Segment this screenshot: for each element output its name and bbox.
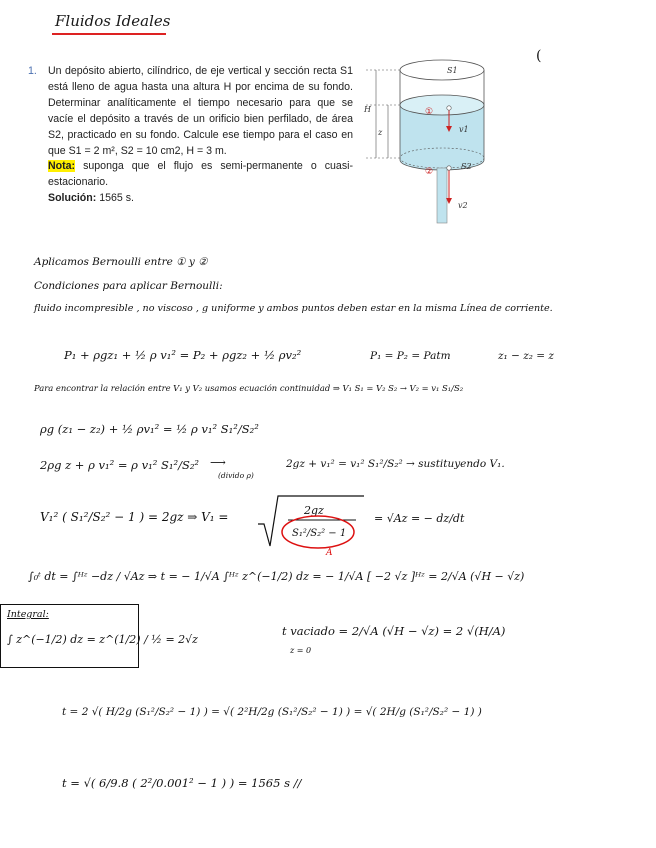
label-v1: v1 [459,125,469,134]
fraction-numerator: 2gz [304,504,324,517]
solution-label: Solución: [48,192,97,205]
label-h: H [364,105,371,114]
point-2-mark: ② [425,167,434,177]
problem-number: 1. [28,65,37,77]
pressure-condition: P₁ = P₂ = Patm [370,350,451,362]
integral-label: Integral: [7,609,49,620]
page-title: Fluidos Ideales [55,12,171,30]
tank-diagram [362,50,492,225]
label-s1: S1 [447,66,458,75]
note-line-1: Aplicamos Bernoulli entre ① y ② [34,256,208,268]
final-result: t = √( 6/9.8 ( 2²/0.001² − 1 ) ) = 1565 s // [62,776,302,790]
integral-box [0,604,198,668]
problem-text: Un depósito abierto, cilíndrico, de eje vertical y sección recta S1 está lleno de agua hasta una altura H por encima de su fondo. Determinar analíticamente el tiempo necesario para que se vacíe el depósito a través de un orificio bien perfilado, de área S2, practicado en su fondo. Calcule ese tiempo para el caso en que S1 = 2 m², S2 = 10 cm2, H = 3 m. [48,65,353,157]
equation-7: t = 2 √( H/2g (S₁²/S₂² − 1) ) = √( 2²H/2g (S₁²/S₂² − 1) ) = √( 2H/g (S₁²/S₂² − 1) ) [62,706,482,718]
title-underline [52,33,166,35]
note-line-2: Condiciones para aplicar Bernoulli: [34,280,223,292]
integral-equation: ∫ z^(−1/2) dz = z^(1/2) / ½ = 2√z [7,633,198,646]
nota-label: Nota: [48,160,76,173]
nota-text: suponga que el flujo es semi-permanente o cuasi-estacionario. [48,160,353,189]
equation-2: ρg (z₁ − z₂) + ½ ρv₁² = ½ ρ v₁² S₁²/S₂² [40,422,259,436]
constant-a-label: A [326,548,333,558]
height-condition: z₁ − z₂ = z [498,350,554,362]
note-line-3: fluido incompresible , no viscoso , g uniforme y ambos puntos deben estar en la misma Línea de corriente. [34,303,553,314]
fraction-denominator: S₁²/S₂² − 1 [292,528,347,539]
divide-rho-label: (divido ρ) [218,471,254,480]
label-s2: S2 [461,162,472,171]
equation-5: ∫₀ᵗ dt = ∫ᴴᶻ −dz / √Az ⇒ t = − 1/√A ∫ᴴᶻ z^(−1/2) dz = − 1/√A [ −2 √z ]ᴴᶻ = 2/√A (√H − √z) [28,570,525,583]
label-z: z [378,128,383,137]
arrow-glyph: ⟶ [210,456,226,469]
point-1-mark: ① [425,107,434,117]
problem-statement [28,64,353,207]
equation-6: t vaciado = 2/√A (√H − √z) = 2 √(H/A) [282,624,506,638]
continuity-line: Para encontrar la relación entre V₁ y V₂ usamos ecuación continuidad ⇒ V₁ S₁ = V₂ S₂ → V₂ = v₁ S₁/S₂ [34,383,464,393]
equation-4-tail: = √Az = − dz/dt [374,512,465,525]
corner-mark: ( [536,48,542,64]
solution-value: 1565 s. [96,192,134,205]
label-v2: v2 [458,201,468,210]
bernoulli-equation: P₁ + ρgz₁ + ½ ρ v₁² = P₂ + ρgz₂ + ½ ρv₂² [64,348,302,362]
equation-3b: 2gz + v₁² = v₁² S₁²/S₂² → sustituyendo V₁. [286,458,505,470]
equation-4: V₁² ( S₁²/S₂² − 1 ) = 2gz ⇒ V₁ = [40,510,229,524]
sqrt-fraction [256,494,366,552]
equation-3: 2ρg z + ρ v₁² = ρ v₁² S₁²/S₂² [40,458,200,472]
equation-6-sub: z = 0 [290,646,312,655]
